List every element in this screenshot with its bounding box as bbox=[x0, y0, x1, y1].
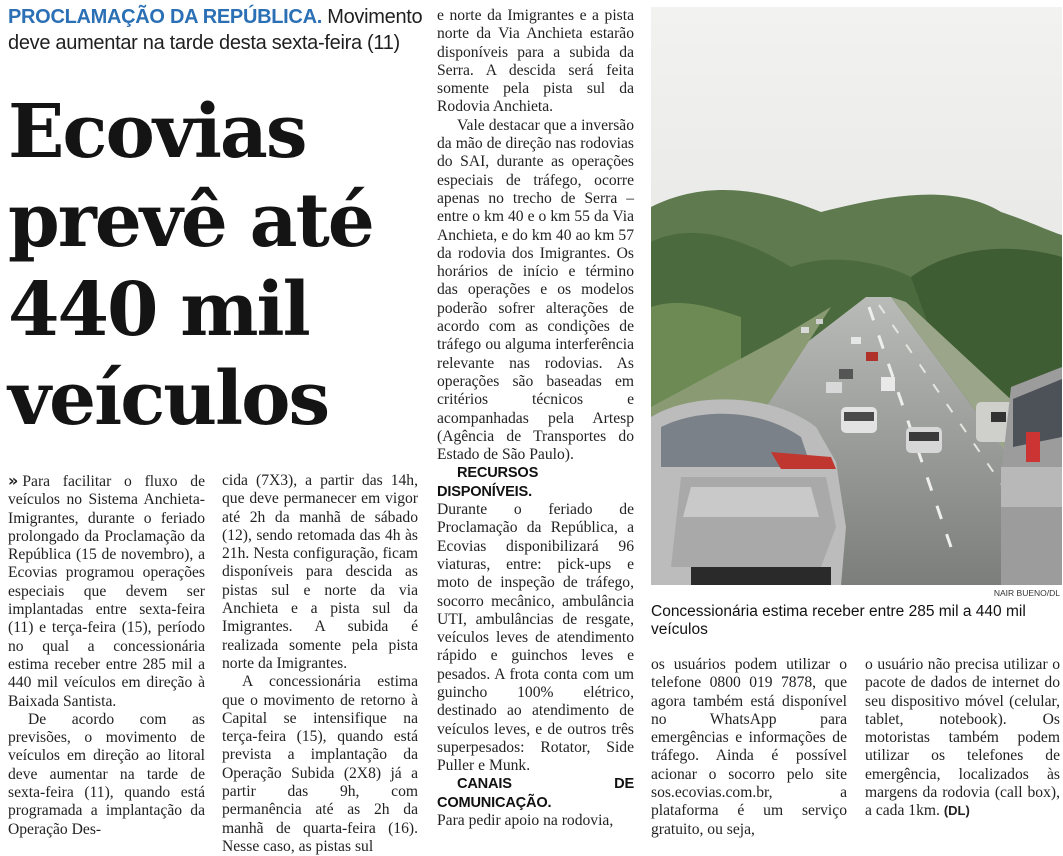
paragraph: Vale destacar que a inversão da mão de direção nas rodovias do SAI, durante as operações especiais de tráfego, ocorre apenas no trecho de Serra – entre o km 40 e o km 55 da Via Anchieta, e do km 40 ao km 57 da rodovia dos Imigrantes. Os horários de início e término das operações e os modelos poderão sofrer alterações de acordo com as condições de tráfego ou alguma interferência relevante nas rodovias. As operações são baseadas em critérios técnicos e acompanhadas pela Artesp (Agência de Transportes do Estado de São Paulo). bbox=[437, 116, 634, 464]
article-column-2 bbox=[222, 472, 418, 856]
article-column-5 bbox=[865, 656, 1060, 821]
kicker bbox=[8, 4, 423, 56]
subhead-recursos: RECURSOS DISPONÍVEIS. bbox=[437, 465, 539, 500]
section-label: PROCLAMAÇÃO DA REPÚBLICA. bbox=[8, 6, 322, 28]
highway-photo bbox=[651, 7, 1062, 585]
article-column-1 bbox=[8, 472, 205, 839]
article-column-4 bbox=[651, 656, 847, 839]
lead-paragraph: » Para facilitar o fluxo de veículos no Sistema Anchieta-Imigrantes, durante o feriado prolongado da Proclamação da República (15 de novembro), a Ecovias programou operações especiais que devem ser implantadas entre sexta-feira (11) e terça-feira (15), período no qual a concessionária estima receber entre 285 mil a 440 mil veículos em direção à Baixada Santista. bbox=[8, 471, 205, 710]
paragraph: os usuários podem utilizar o telefone 0800 019 7878, que agora também está disponível no WhatsApp para emergências e informações de tráfego. Ainda é possível acionar o socorro pelo site sos.ecovias.com.br, a plataforma é um serviço gratuito, ou seja, bbox=[651, 656, 847, 838]
paragraph: cida (7X3), a partir das 14h, que deve permanecer em vigor até 2h da manhã de sábado (12), sendo retomada das 4h às 21h. Nesta configuração, ficam disponíveis para descida as pistas sul e norte da via Anchieta e a pista sul da Imigrantes. A subida é realizada somente pela pista norte da Imigrantes. bbox=[222, 472, 418, 672]
headline: Ecovias prevê até 440 mil veículos bbox=[8, 89, 373, 442]
paragraph: Para pedir apoio na rodovia, bbox=[437, 812, 614, 830]
highway-illustration bbox=[651, 7, 1062, 585]
paragraph: e norte da Imigrantes e a pista norte da Via Anchieta estarão disponíveis para a subida da Serra. A descida será feita somente pela pista sul da Rodovia Anchieta. bbox=[437, 7, 634, 116]
author-signature: (DL) bbox=[943, 803, 970, 819]
kicker-text: Movimento deve aumentar na tarde desta sexta-feira (11) bbox=[8, 6, 423, 54]
paragraph: De acordo com as previsões, o movimento de veículos em direção ao litoral deve aumentar na tarde de sexta-feira (11), quando está programada a implantação da Operação Des- bbox=[8, 710, 205, 838]
subhead-canais: CANAIS DE COMUNICAÇÃO. bbox=[437, 776, 634, 811]
photo-caption: Concessionária estima receber entre 285 mil a 440 mil veículos bbox=[651, 603, 1026, 638]
double-chevron-icon: » bbox=[8, 471, 19, 490]
photo-credit: NAIR BUENO/DL bbox=[993, 588, 1060, 598]
paragraph: Durante o feriado de Proclamação da República, a Ecovias disponibilizará 96 viaturas, entre: pick-ups e moto de inspeção de tráfego, socorro mecânico, ambulância UTI, ambulâncias de resgate, veículos leves de atendimento rápido e guinchos leves e pesados. A frota conta com um guincho 100% elétrico, destinado ao atendimento de veículos leves, e de outros três superpesados: Rotator, Side Puller e Munk. bbox=[437, 501, 634, 775]
article-column-3 bbox=[437, 7, 634, 830]
paragraph: o usuário não precisa utilizar o pacote de dados de internet do seu dispositivo móvel (celular, tablet, notebook). Os motoristas também podem utilizar os telefones de emergência, localizados às margens da rodovia (call box), a cada 1km. (DL) bbox=[865, 656, 1060, 820]
paragraph: A concessionária estima que o movimento de retorno à Capital se intensifique na terça-feira (15), quando está prevista a implantação da Operação Subida (2X8) já a partir das 9h, com permanência até as 2h da manhã de quarta-feira (16). Nesse caso, as pistas sul bbox=[222, 673, 418, 855]
